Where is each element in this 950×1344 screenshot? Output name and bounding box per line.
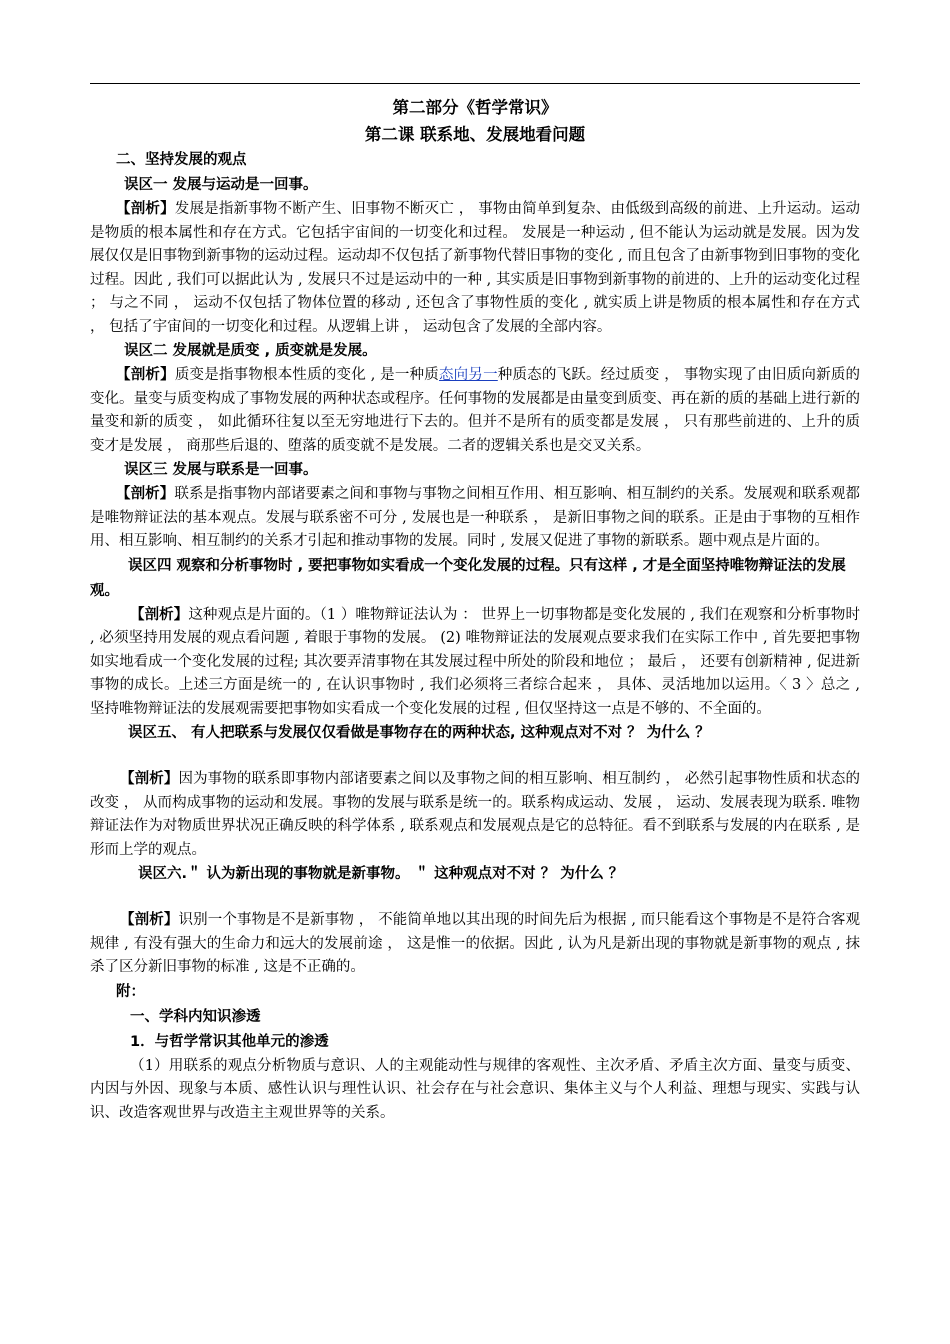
analysis-tag: 【剖析】 bbox=[116, 486, 175, 502]
analysis-tag: 【剖析】 bbox=[130, 606, 189, 623]
analysis-text: 这种观点是片面的。（1 ）唯物辩证法认为 ： 世界上一切事物都是变化发展的 , 我们在观察和分析事物时 , 必须坚持用发展的观点看问题 , 着眼于事物的发展。 (2) 唯物辩证法的发展观点要求我们在实际工作中 , 首先要把事物如实地看成一个变化发展的过程; 其次要弄清事物在其发展过程中所处的阶段和地位 ； 最后 ， 还要有创新精神 , 促进新事物的成长。上述三方面是统一的 , 在认识事物时 , 我们必须将三者综合起来 ， 具体、灵活地加以运用。〈 3 〉总之 , 坚持唯物辩证法的发展观需要把事物如实看成一个变化发展的过程 , 但仅坚持这一点是不够的、不全面的。 bbox=[90, 606, 860, 717]
section-heading: 二、坚持发展的观点 bbox=[116, 152, 247, 168]
hyperlink[interactable]: 态向另一 bbox=[438, 367, 498, 383]
misconception-2-analysis bbox=[90, 364, 860, 458]
misconception-5-heading: 误区五、 有人把联系与发展仅仅看做是事物存在的两种状态, 这种观点对不对 ？ 为什么 ？ bbox=[128, 725, 710, 741]
misconception-1-heading: 误区一 发展与运动是一回事。 bbox=[124, 177, 318, 193]
misconception-2-heading: 误区二 发展就是质变 , 质变就是发展。 bbox=[124, 343, 377, 359]
analysis-text: 种质态的飞跃。经过质变 ， 事物实现了由旧质向新质的变化。量变与质变构成了事物发展的两种状态或程序。任何事物的发展都是由量变到质变、再在新的质的基础上进行新的量变和新的质变 ， 如此循环往复以至无穷地进行下去的。但并不是所有的质变都是发展 ， 只有那些前进的、上升的质变才是发展 ， 商那些后退的、堕落的质变就不是发展。二者的逻辑关系也是交叉关系。 bbox=[90, 367, 861, 454]
analysis-text: 识别一个事物是不是新事物 ， 不能简单地以其出现的时间先后为根据 , 而只能看这个事物是不是符合客观规律 , 有没有强大的生命力和远大的发展前途 ， 这是惟一的依据。因此 , 认为凡是新出现的事物就是新事物的观点 , 抹杀了区分新旧事物的标准 , 这是不正确的。 bbox=[90, 912, 860, 975]
analysis-text: 联系是指事物内部诸要素之间和事物与事物之间相互作用、相互影响、相互制约的关系。发展观和联系观都是唯物辩证法的基本观点。发展与联系密不可分 , 发展也是一种联系 ， 是新旧事物之间的联系。正是由于事物的互相作用、相互影响、相互制约的关系才引起和推动事物的发展。同时 , 发展又促进了事物的新联系。题中观点是片面的。 bbox=[90, 486, 861, 549]
analysis-tag: 【剖析】 bbox=[116, 201, 175, 217]
appendix-paragraph: （1）用联系的观点分析物质与意识、人的主观能动性与规律的客观性、主次矛盾、矛盾主次方面、量变与质变、内因与外因、现象与本质、感性认识与理性认识、社会存在与社会意识、集体主义与个人利益、理想与现实、实践与认识、改造客观世界与改造主主观世界等的关系。 bbox=[90, 1057, 860, 1121]
appendix-label: 附： bbox=[116, 983, 145, 1000]
misconception-6-analysis bbox=[90, 909, 860, 980]
header-rule bbox=[90, 83, 860, 84]
misconception-4-heading: 误区四 观察和分析事物时 , 要把事物如实看成一个变化发展的过程。只有这样 , 才是全面坚持唯物辩证法的发展观。 bbox=[90, 557, 846, 599]
appendix-heading: 一、学科内知识渗透 bbox=[130, 1008, 261, 1025]
appendix-subheading: 1．与哲学常识其他单元的渗透 bbox=[130, 1033, 329, 1050]
part-title: 第二部分《哲学常识》 bbox=[392, 98, 558, 117]
analysis-text: 发展是指新事物不断产生、旧事物不断灭亡 ， 事物由简单到复杂、由低级到高级的前进、上升运动。运动是物质的根本属性和存在方式。它包括宇宙间的一切变化和过程。 发展是一种运动 , 但不能认为运动就是发展。因为发展仅仅是旧事物到新事物的运动过程。运动却不仅包括了新事物代替旧事物的变化 , 而且包含了由新事物到旧事物的变化过程。因此 , 我们可以据此认为 , 发展只不过是运动中的一种 , 其实质是旧事物到新事物的前进的、上升的运动变化过程 ； 与之不同 ， 运动不仅包括了物体位置的移动 , 还包含了事物性质的变化 , 就实质上讲是物质的根本属性和存在方式 ， 包括了宇宙间的一切变化和过程。从逻辑上讲 ， 运动包含了发展的全部内容。 bbox=[90, 201, 861, 335]
analysis-tag: 【剖析】 bbox=[120, 912, 179, 928]
spacer bbox=[90, 887, 860, 909]
misconception-4-analysis bbox=[90, 604, 860, 722]
lesson-title: 第二课 联系地、发展地看问题 bbox=[364, 125, 586, 144]
spacer bbox=[90, 746, 860, 768]
misconception-3-heading: 误区三 发展与联系是一回事。 bbox=[124, 462, 318, 478]
analysis-text: 因为事物的联系即事物内部诸要素之间以及事物之间的相互影响、相互制约 ， 必然引起事物性质和状态的改变 ， 从而构成事物的运动和发展。事物的发展与联系是统一的。联系构成运动、发展 ， 运动、发展表现为联系. 唯物辩证法作为对物质世界状况正确反映的科学体系 , 联系观点和发展观点是它的总特征。看不到联系与发展的内在联系 , 是形而上学的观点。 bbox=[90, 771, 860, 858]
analysis-tag: 【剖析】 bbox=[116, 367, 175, 383]
misconception-3-analysis bbox=[90, 483, 860, 554]
misconception-5-analysis bbox=[90, 768, 860, 862]
analysis-tag: 【剖析】 bbox=[120, 771, 179, 787]
document-page bbox=[90, 94, 860, 1125]
misconception-6-heading: 误区六.＂ 认为新出现的事物就是新事物。 ＂ 这种观点对不对 ？ 为什么 ？ bbox=[138, 866, 624, 882]
misconception-1-analysis bbox=[90, 198, 860, 339]
analysis-text: 质变是指事物根本性质的变化 , 是一种质 bbox=[174, 367, 439, 383]
